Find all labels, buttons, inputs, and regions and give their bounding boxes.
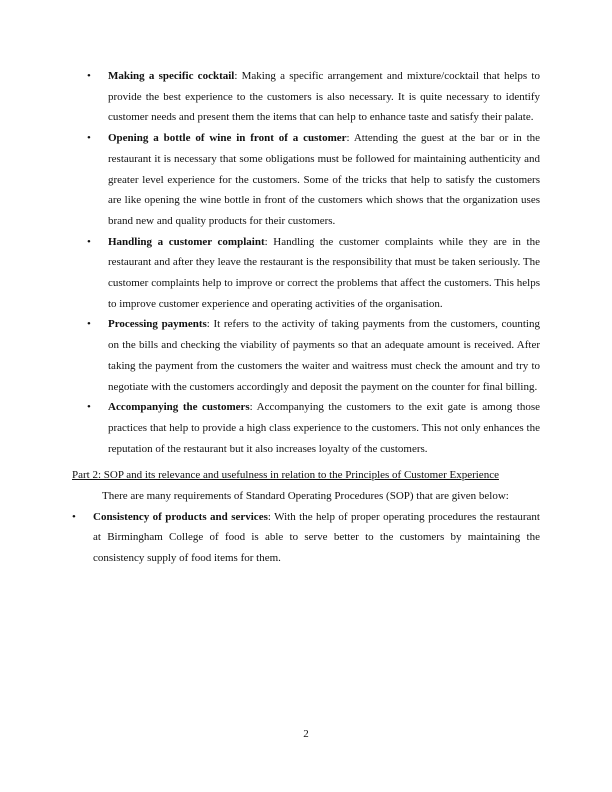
bullet-title: Handling a customer complaint bbox=[108, 235, 265, 248]
bullet-icon: • bbox=[87, 318, 91, 331]
bullet-text: : Making a specific arrangement and mixture/cocktail that helps to provide the best experience to the customers is also necessary. It is quite necessary to identify customer needs and present them the items that can help to enhance taste and satisfy their palate. bbox=[108, 70, 540, 124]
list-item bbox=[72, 314, 540, 397]
bullet-icon: • bbox=[87, 401, 91, 414]
list-item bbox=[72, 66, 540, 128]
bullet-icon: • bbox=[72, 510, 76, 523]
bullet-text: : Handling the customer complaints while they are in the restaurant and after they leave the restaurant is the responsibility that must be taken seriously. The customer complaints help to improve or correct the problems that affect the customers. This helps to improve customer experience and operating activities of the organisation. bbox=[108, 235, 540, 310]
bullet-list-part1 bbox=[72, 66, 540, 459]
list-item bbox=[72, 232, 540, 315]
list-item bbox=[72, 128, 540, 232]
bullet-text: : Attending the guest at the bar or in the restaurant it is necessary that some obligations must be followed for maintaining authenticity and greater level experience for the customers. Some of the tricks that help to satisfy the customers are like opening the wine bottle in front of the customers which shows that the organization uses brand new and quality products for their customers. bbox=[108, 132, 541, 227]
page-content bbox=[72, 66, 540, 569]
bullet-icon: • bbox=[87, 235, 91, 248]
bullet-icon: • bbox=[87, 132, 91, 145]
bullet-text: : With the help of proper operating procedures the restaurant at Birmingham College of food is able to serve better to the customers by maintaining the consistency supply of food items for them. bbox=[93, 510, 540, 565]
page-number: 2 bbox=[303, 728, 309, 740]
bullet-text: : Accompanying the customers to the exit gate is among those practices that help to provide a high class experience to the customers. This not only enhances the reputation of the restaurant but it also increases loyalty of the customers. bbox=[108, 401, 540, 455]
bullet-icon: • bbox=[87, 70, 91, 82]
bullet-list-part2 bbox=[72, 507, 540, 569]
list-item bbox=[72, 507, 540, 569]
bullet-title: Processing payments bbox=[108, 318, 207, 331]
bullet-title: Making a specific cocktail bbox=[108, 70, 235, 82]
bullet-title: Opening a bottle of wine in front of a customer bbox=[108, 132, 347, 145]
list-item bbox=[72, 397, 540, 459]
bullet-title: Consistency of products and services bbox=[93, 510, 268, 523]
bullet-text: : It refers to the activity of taking payments from the customers, counting on the bills and checking the viability of payments so that an adequate amount is received. After taking the payment from the customers the waiter and waitress must check the amount and try to negotiate with the customers accordingly and deposit the payment on the counter for final billing. bbox=[108, 318, 540, 393]
bullet-title: Accompanying the customers bbox=[108, 401, 250, 414]
intro-paragraph: There are many requirements of Standard Operating Procedures (SOP) that are given below: bbox=[102, 490, 509, 503]
section-heading: Part 2: SOP and its relevance and usefulness in relation to the Principles of Customer Experience bbox=[72, 469, 499, 482]
